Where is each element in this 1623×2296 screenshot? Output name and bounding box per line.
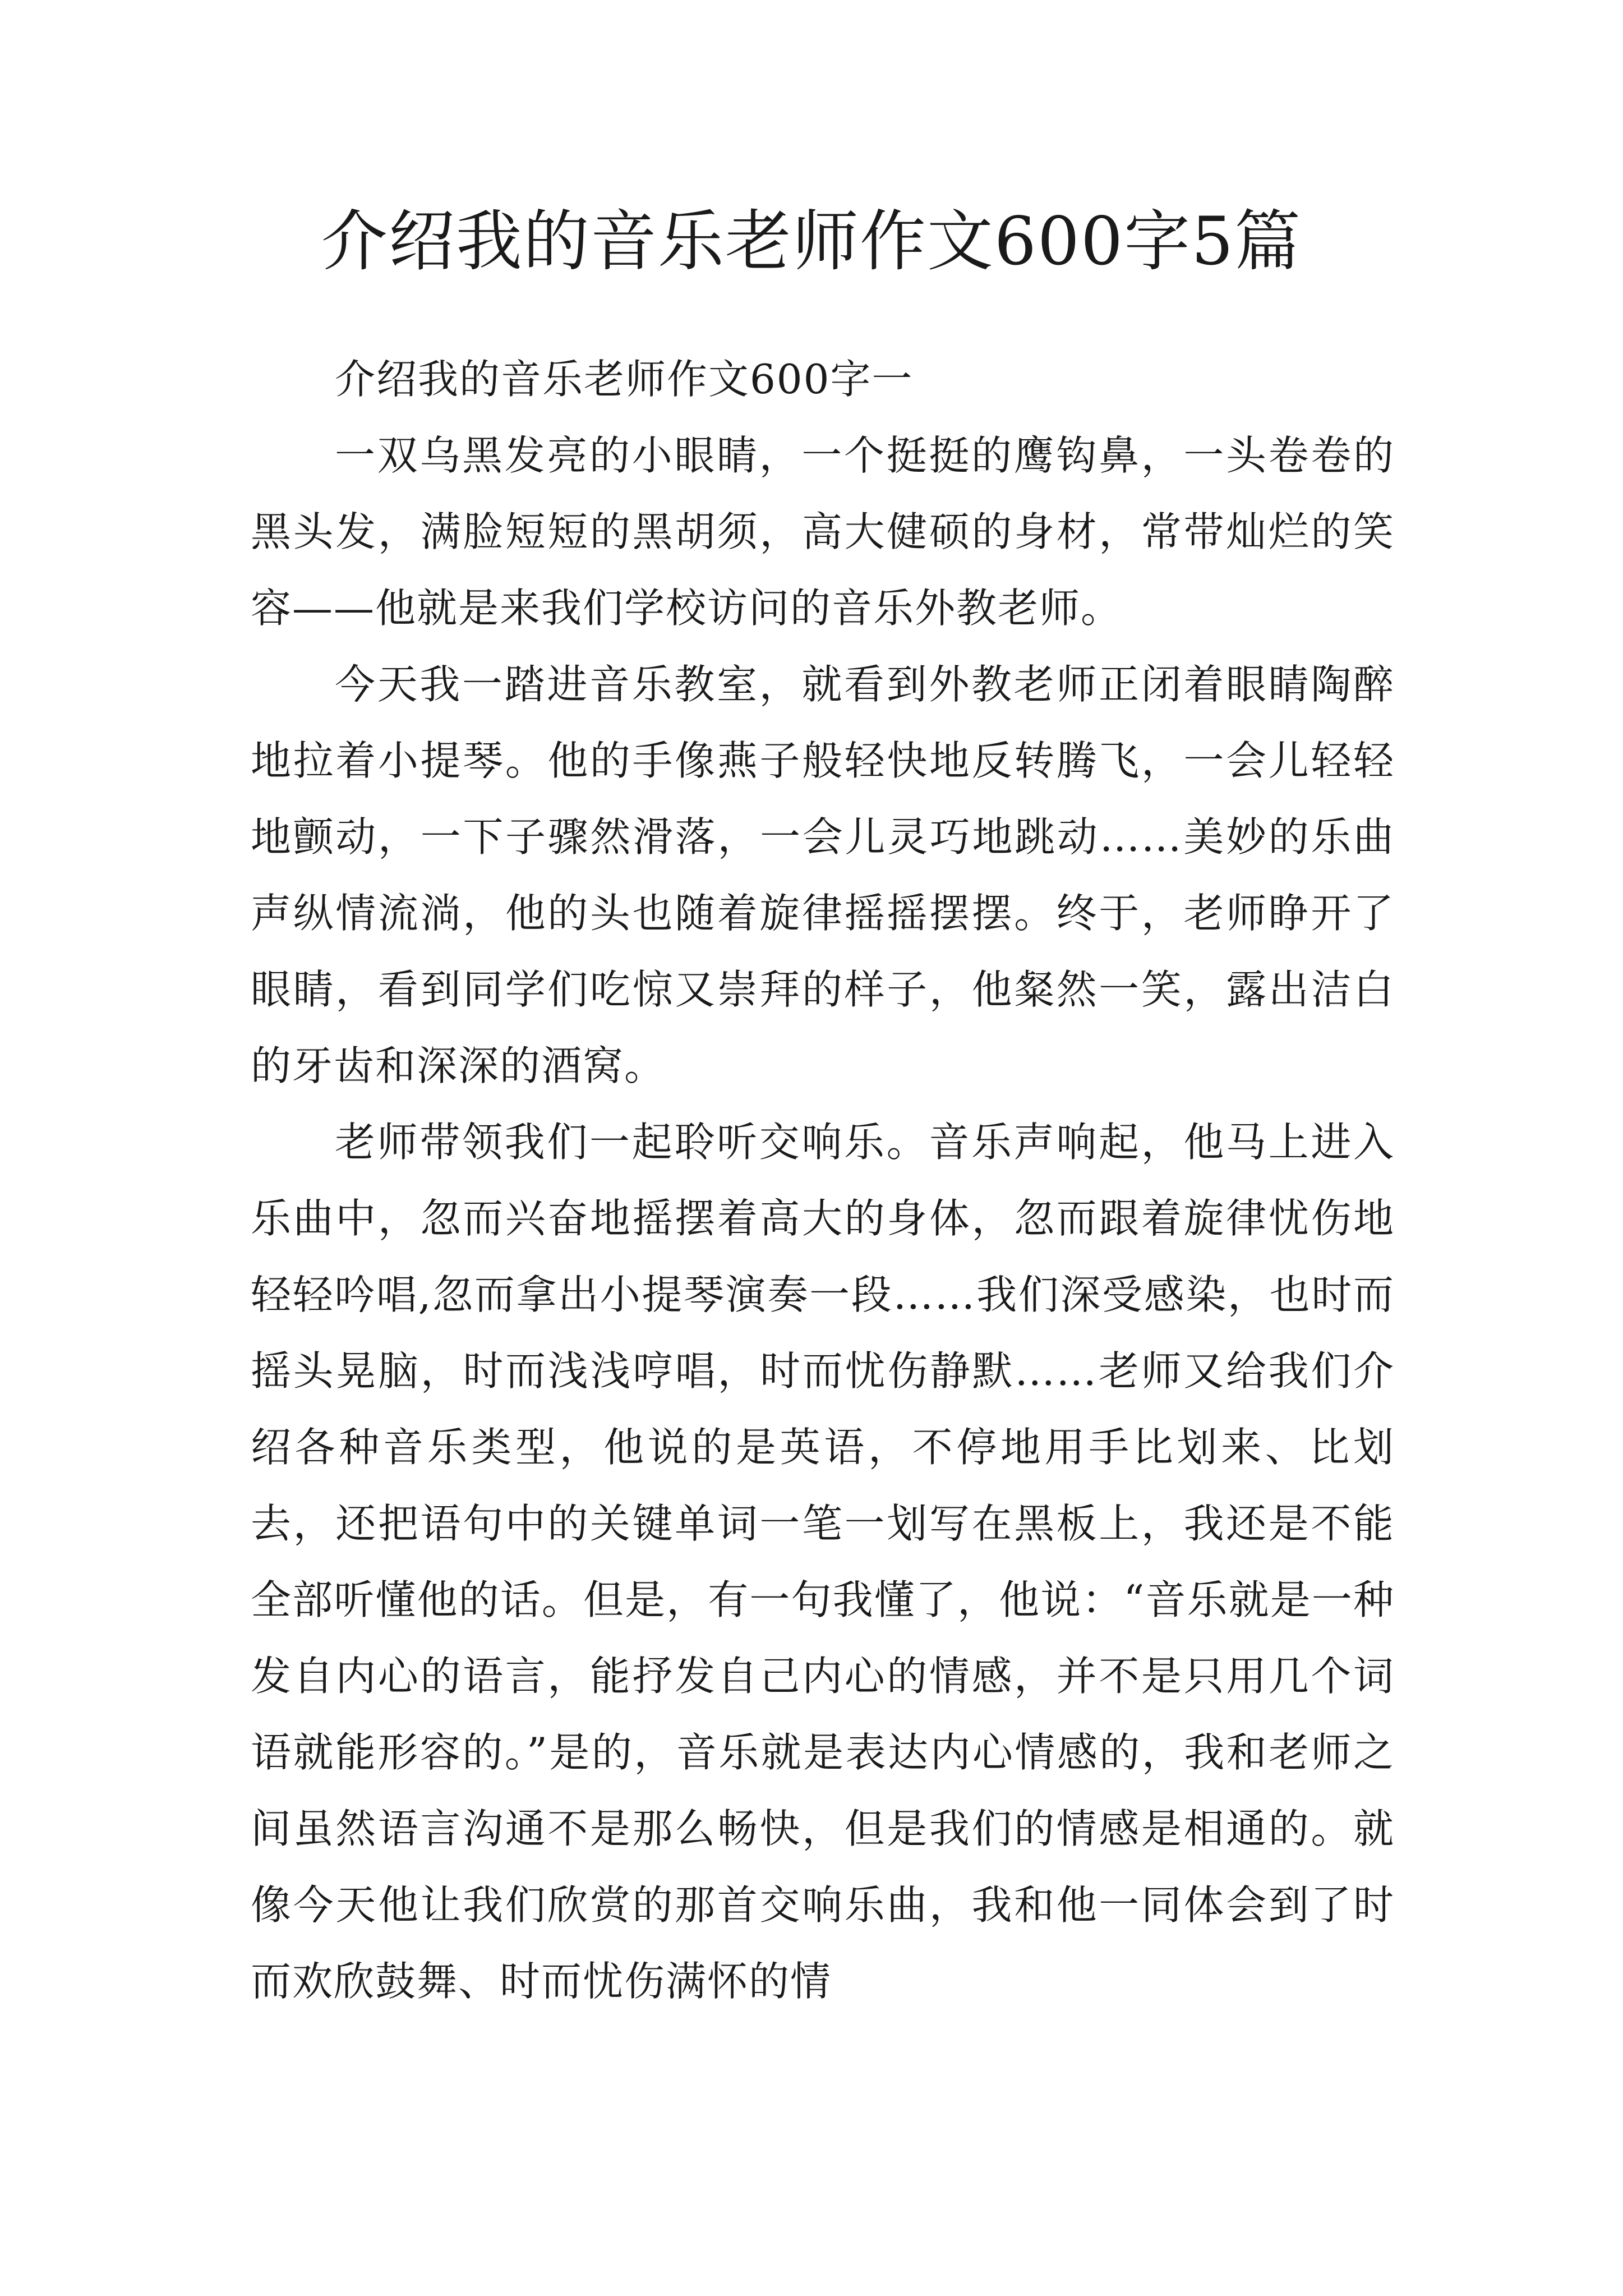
paragraph: 今天我一踏进音乐教室，就看到外教老师正闭着眼睛陶醉地拉着小提琴。他的手像燕子般轻快地反转腾飞，一会儿轻轻地颤动，一下子骤然滑落，一会儿灵巧地跳动……美妙的乐曲声纵情流淌，他的头也随着旋律摇摇摆摆。终于，老师睁开了眼睛，看到同学们吃惊又崇拜的样子，他粲然一笑，露出洁白的牙齿和深深的酒窝。 [251, 661, 1395, 1089]
document-body [251, 341, 1395, 2019]
paragraph: 老师带领我们一起聆听交响乐。音乐声响起，他马上进入乐曲中，忽而兴奋地摇摆着高大的身体，忽而跟着旋律忧伤地轻轻吟唱,忽而拿出小提琴演奏一段……我们深受感染，也时而摇头晃脑，时而浅浅哼唱，时而忧伤静默……老师又给我们介绍各种音乐类型，他说的是英语，不停地用手比划来、比划去，还把语句中的关键单词一笔一划写在黑板上，我还是不能全部听懂他的话。但是，有一句我懂了，他说：“音乐就是一种发自内心的语言，能抒发自己内心的情感，并不是只用几个词语就能形容的。”是的，音乐就是表达内心情感的，我和老师之间虽然语言沟通不是那么畅快，但是我们的情感是相通的。就像今天他让我们欣赏的那首交响乐曲，我和他一同体会到了时而欢欣鼓舞、时而忧伤满怀的情 [251, 1119, 1395, 2005]
paragraph: 一双乌黑发亮的小眼睛，一个挺挺的鹰钩鼻，一头卷卷的黑头发，满脸短短的黑胡须，高大健硕的身材，常带灿烂的笑容——他就是来我们学校访问的音乐外教老师。 [251, 432, 1395, 632]
document-title: 介绍我的音乐老师作文600字5篇 [321, 203, 1302, 280]
section-heading: 介绍我的音乐老师作文600字一 [335, 356, 914, 403]
